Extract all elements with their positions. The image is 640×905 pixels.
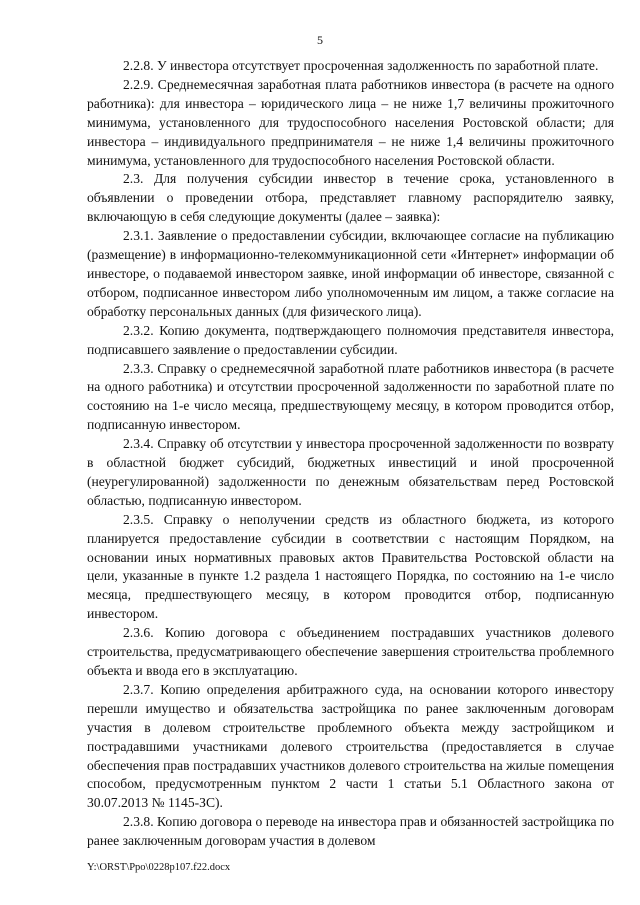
- paragraph-2-3-6: 2.3.6. Копию договора с объединением пострадавших участников долевого строительства, предусматривающего обеспечение завершения строительства проблемного объекта и ввода его в эксплуатацию.: [87, 625, 614, 678]
- paragraph-2-3-2: 2.3.2. Копию документа, подтверждающего полномочия представителя инвестора, подписавшего заявление о предоставлении субсидии.: [87, 322, 614, 357]
- footer-file-path: Y:\ORST\Ppo\0228p107.f22.docx: [87, 862, 231, 873]
- paragraph-2-3-3: 2.3.3. Справку о среднемесячной заработной плате работников инвестора (в расчете на одного работника) и отсутствии просроченной задолженности по заработной плате по состоянию на 1-е число месяца, предшествующему месяцу, в котором проводится отбор, подписанную инвестором.: [87, 360, 614, 433]
- paragraph-2-3: 2.3. Для получения субсидии инвестор в течение срока, установленного в объявлении о проведении отбора, представляет главному распорядителю заявку, включающую в себя следующие документы (далее – заявка):: [87, 171, 614, 225]
- paragraph-2-3-7: 2.3.7. Копию определения арбитражного суда, на основании которого инвестору перешли имущество и обязательства застройщика по ранее заключенным договорам участия в долевом строительстве проблемного объекта между застройщиком и пострадавшими участниками долевого строительства (предоставляется в случае обеспечения прав пострадавших участников долевого строительства на жилые помещения способом, предусмотренным пунктом 2 части 1 статьи 5.1 Областного закона от 30.07.2013 № 1145-ЗС).: [87, 681, 614, 811]
- paragraph-2-2-9: 2.2.9. Среднемесячная заработная плата работников инвестора (в расчете на одного работника): для инвестора – юридического лица – не ниже 1,7 величины прожиточного минимума, установленного для трудоспособного населения Ростовской области; для инвестора – индивидуального предпринимателя – не ниже 1,4 величины прожиточного минимума, установленного для трудоспособного населения Ростовской области.: [87, 76, 614, 168]
- paragraph-2-3-1: 2.3.1. Заявление о предоставлении субсидии, включающее согласие на публикацию (размещение) в информационно-телекоммуникационной сети «Интернет» информации об инвесторе, о подаваемой инвестором заявке, иной информации об инвесторе, связанной с отбором, подписанное инвестором либо уполномоченным им лицом, а также согласие на обработку персональных данных (для физического лица).: [87, 228, 614, 319]
- document-body: [87, 57, 614, 851]
- paragraph-2-3-8: 2.3.8. Копию договора о переводе на инвестора прав и обязанностей застройщика по ранее заключенным договорам участия в долевом: [87, 814, 614, 849]
- paragraph-2-3-4: 2.3.4. Справку об отсутствии у инвестора просроченной задолженности по возврату в областной бюджет субсидий, бюджетных инвестиций и иной просроченной (неурегулированной) задолженности по денежным обязательствам перед Ростовской областью, подписанную инвестором.: [87, 436, 614, 508]
- paragraph-2-3-5: 2.3.5. Справку о неполучении средств из областного бюджета, из которого планируется предоставление субсидии в соответствии с настоящим Порядком, на основании иных нормативных правовых актов Правительства Ростовской области на цели, указанные в пункте 1.2 раздела 1 настоящего Порядка, по состоянию на 1-е число месяца, предшествующего месяцу, в котором проводится отбор, подписанную инвестором.: [87, 511, 614, 622]
- page-number: 5: [317, 33, 323, 47]
- paragraph-2-2-8: 2.2.8. У инвестора отсутствует просроченная задолженность по заработной плате.: [123, 58, 599, 73]
